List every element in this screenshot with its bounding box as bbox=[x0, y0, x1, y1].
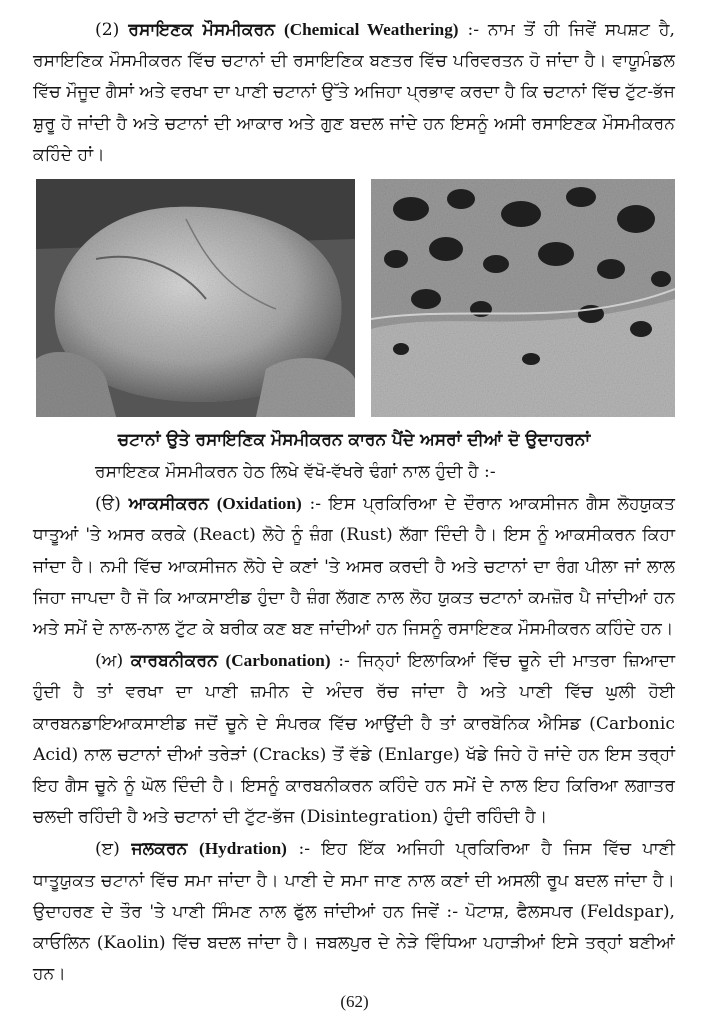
figure-caption: ਚਟਾਨਾਂ ਉਤੇ ਰਸਾਇਣਿਕ ਮੌਸਮੀਕਰਨ ਕਾਰਨ ਪੈਂਦੇ ਅਸਰਾਂ ਦੀਆਂ ਦੋ ਉਦਾਹਰਨਾਂ bbox=[117, 430, 591, 451]
carbonation-title-en: (Carbonation) bbox=[225, 651, 331, 671]
intro-line: ਰਸਾਇਣਕ ਮੌਸਮੀਕਰਨ ਹੇਠ ਲਿਖੇ ਵੱਖੋ-ਵੱਖਰੇ ਢੰਗਾਂ ਨਾਲ ਹੁੰਦੀ ਹੈ :- bbox=[95, 462, 496, 483]
hydration-title-pa: ਜਲਕਰਨ bbox=[131, 839, 188, 860]
chemical-weathering-title-pa: ਰਸਾਇਣਕ ਮੌਸਮੀਕਰਨ bbox=[128, 20, 276, 40]
honeycomb-weathering-photo bbox=[371, 179, 675, 417]
weathered-boulder-photo bbox=[36, 179, 355, 417]
oxidation-label: (ੳ) bbox=[95, 494, 121, 515]
chemical-weathering-title-en: (Chemical Weathering) bbox=[283, 20, 459, 39]
section-number: (2) bbox=[95, 20, 120, 40]
chemical-weathering-paragraph bbox=[33, 14, 675, 171]
page-number: (62) bbox=[340, 992, 369, 1011]
page-content bbox=[33, 14, 675, 990]
carbonation-label: (ਅ) bbox=[95, 651, 124, 672]
hydration-paragraph bbox=[33, 833, 675, 990]
hydration-label: (ੲ) bbox=[95, 839, 120, 860]
chemical-weathering-body: :- ਨਾਮ ਤੋਂ ਹੀ ਜਿਵੇਂ ਸਪਸ਼ਟ ਹੈ, ਰਸਾਇਣਿਕ ਮੌਸਮੀਕਰਨ ਵਿੱਚ ਚਟਾਨਾਂ ਦੀ ਰਸਾਇਣਿਕ ਬਣਤਰ ਵਿੱਚ ਪਰਿਵਰਤਨ ਹੋ ਜਾਂਦਾ ਹੈ। ਵਾਯੂਮੰਡਲ ਵਿੱਚ ਮੌਜੂਦ ਗੈਸਾਂ ਅਤੇ ਵਰਖਾ ਦਾ ਪਾਣੀ ਚਟਾਨਾਂ ਉੱਤੇ ਅਜਿਹਾ ਪ੍ਰਭਾਵ ਕਰਦਾ ਹੈ ਕਿ ਚਟਾਨਾਂ ਵਿੱਚ ਟੁੱਟ-ਭੱਜ ਸ਼ੁਰੂ ਹੋ ਜਾਂਦੀ ਹੈ ਅਤੇ ਚਟਾਨਾਂ ਦੀ ਆਕਾਰ ਅਤੇ ਗੁਣ ਬਦਲ ਜਾਂਦੇ ਹਨ ਇਸਨੂੰ ਅਸੀ ਰਸਾਇਣਕ ਮੌਸਮੀਕਰਨ ਕਹਿੰਦੇ ਹਾਂ। bbox=[33, 20, 675, 165]
carbonation-body: :- ਜਿਨ੍ਹਾਂ ਇਲਾਕਿਆਂ ਵਿੱਚ ਚੂਨੇ ਦੀ ਮਾਤਰਾ ਜ਼ਿਆਦਾ ਹੁੰਦੀ ਹੈ ਤਾਂ ਵਰਖਾ ਦਾ ਪਾਣੀ ਜ਼ਮੀਨ ਦੇ ਅੰਦਰ ਰੱਚ ਜਾਂਦਾ ਹੈ ਅਤੇ ਪਾਣੀ ਵਿੱਚ ਘੁਲੀ ਹੋਈ ਕਾਰਬਨਡਾਇਆਕਸਾਈਡ ਜਦੋਂ ਚੂਨੇ ਦੇ ਸੰਪਰਕ ਵਿੱਚ ਆਉਂਦੀ ਹੈ ਤਾਂ ਕਾਰਬੋਨਿਕ ਐਸਿਡ (Carbonic Acid) ਨਾਲ ਚਟਾਨਾਂ ਦੀਆਂ ਤਰੇੜਾਂ (Cracks) ਤੋਂ ਵੱਡੇ (Enlarge) ਖੱਡੇ ਜਿਹੇ ਹੋ ਜਾਂਦੇ ਹਨ ਇਸ ਤਰ੍ਹਾਂ ਇਹ ਗੈਸ ਚੂਨੇ ਨੂੰ ਘੋਲ ਦਿੰਦੀ ਹੈ। ਇਸਨੂੰ ਕਾਰਬਨੀਕਰਨ ਕਹਿੰਦੇ ਹਨ ਸਮੇਂ ਦੇ ਨਾਲ ਇਹ ਕਿਰਿਆ ਲਗਾਤਰ ਚਲਦੀ ਰਹਿੰਦੀ ਹੈ ਅਤੇ ਚਟਾਨਾਂ ਦੀ ਟੁੱਟ-ਭੱਜ (Disintegration) ਹੁੰਦੀ ਰਹਿੰਦੀ ਹੈ। bbox=[33, 651, 675, 828]
oxidation-paragraph bbox=[33, 488, 675, 645]
oxidation-title-pa: ਆਕਸੀਕਰਨ bbox=[128, 494, 209, 515]
oxidation-body: :- ਇਸ ਪ੍ਰਕਿਰਿਆ ਦੇ ਦੌਰਾਨ ਆਕਸੀਜਨ ਗੈਸ ਲੋਹਯੁਕਤ ਧਾਤੂਆਂ 'ਤੇ ਅਸਰ ਕਰਕੇ (React) ਲੋਹੇ ਨੂੰ ਜ਼ੰਗ (Rust) ਲੱਗਾ ਦਿੰਦੀ ਹੈ। ਇਸ ਨੂੰ ਆਕਸੀਕਰਨ ਕਿਹਾ ਜਾਂਦਾ ਹੈ। ਨਮੀ ਵਿੱਚ ਆਕਸੀਜਨ ਲੋਹੇ ਦੇ ਕਣਾਂ 'ਤੇ ਅਸਰ ਕਰਦੀ ਹੈ ਅਤੇ ਚਟਾਨਾਂ ਦਾ ਰੰਗ ਪੀਲਾ ਜਾਂ ਲਾਲ ਜਿਹਾ ਜਾਪਦਾ ਹੈ ਜੋ ਕਿ ਆਕਸਾਈਡ ਹੁੰਦਾ ਹੈ ਜ਼ੰਗ ਲੱਗਣ ਨਾਲ ਲੋਹ ਯੁਕਤ ਚਟਾਨਾਂ ਕਮਜ਼ੋਰ ਪੈ ਜਾਂਦੀਆਂ ਹਨ ਅਤੇ ਸਮੇਂ ਦੇ ਨਾਲ-ਨਾਲ ਟੁੱਟ ਕੇ ਬਰੀਕ ਕਣ ਬਣ ਜਾਂਦੀਆਂ ਹਨ ਜਿਸਨੂੰ ਰਸਾਇਣਕ ਮੌਸਮੀਕਰਨ ਕਹਿੰਦੇ ਹਨ। bbox=[33, 494, 675, 640]
hydration-title-en: (Hydration) bbox=[199, 839, 287, 859]
figure-photos bbox=[33, 179, 675, 419]
oxidation-title-en: (Oxidation) bbox=[216, 494, 302, 514]
hydration-body: :- ਇਹ ਇੱਕ ਅਜਿਹੀ ਪ੍ਰਕਿਰਿਆ ਹੈ ਜਿਸ ਵਿੱਚ ਪਾਣੀ ਧਾਤੂਯੁਕਤ ਚਟਾਨਾਂ ਵਿੱਚ ਸਮਾ ਜਾਂਦਾ ਹੈ। ਪਾਣੀ ਦੇ ਸਮਾ ਜਾਣ ਨਾਲ ਕਣਾਂ ਦੀ ਅਸਲੀ ਰੂਪ ਬਦਲ ਜਾਂਦਾ ਹੈ। ਉਦਾਹਰਣ ਦੇ ਤੌਰ 'ਤੇ ਪਾਣੀ ਸਿੰਮਣ ਨਾਲ ਫੁੱਲ ਜਾਂਦੀਆਂ ਹਨ ਜਿਵੇਂ :- ਪੋਟਾਸ਼, ਫੈਲਸਪਰ (Feldspar), ਕਾਓਲਿਨ (Kaolin) ਵਿੱਚ ਬਦਲ ਜਾਂਦਾ ਹੈ। ਜਬਲਪੁਰ ਦੇ ਨੇੜੇ ਵਿੰਧਿਆ ਪਹਾੜੀਆਂ ਇਸੇ ਤਰ੍ਹਾਂ ਬਣੀਆਂ ਹਨ। bbox=[33, 839, 676, 985]
carbonation-paragraph bbox=[33, 645, 675, 833]
carbonation-title-pa: ਕਾਰਬਨੀਕਰਨ bbox=[130, 651, 218, 672]
